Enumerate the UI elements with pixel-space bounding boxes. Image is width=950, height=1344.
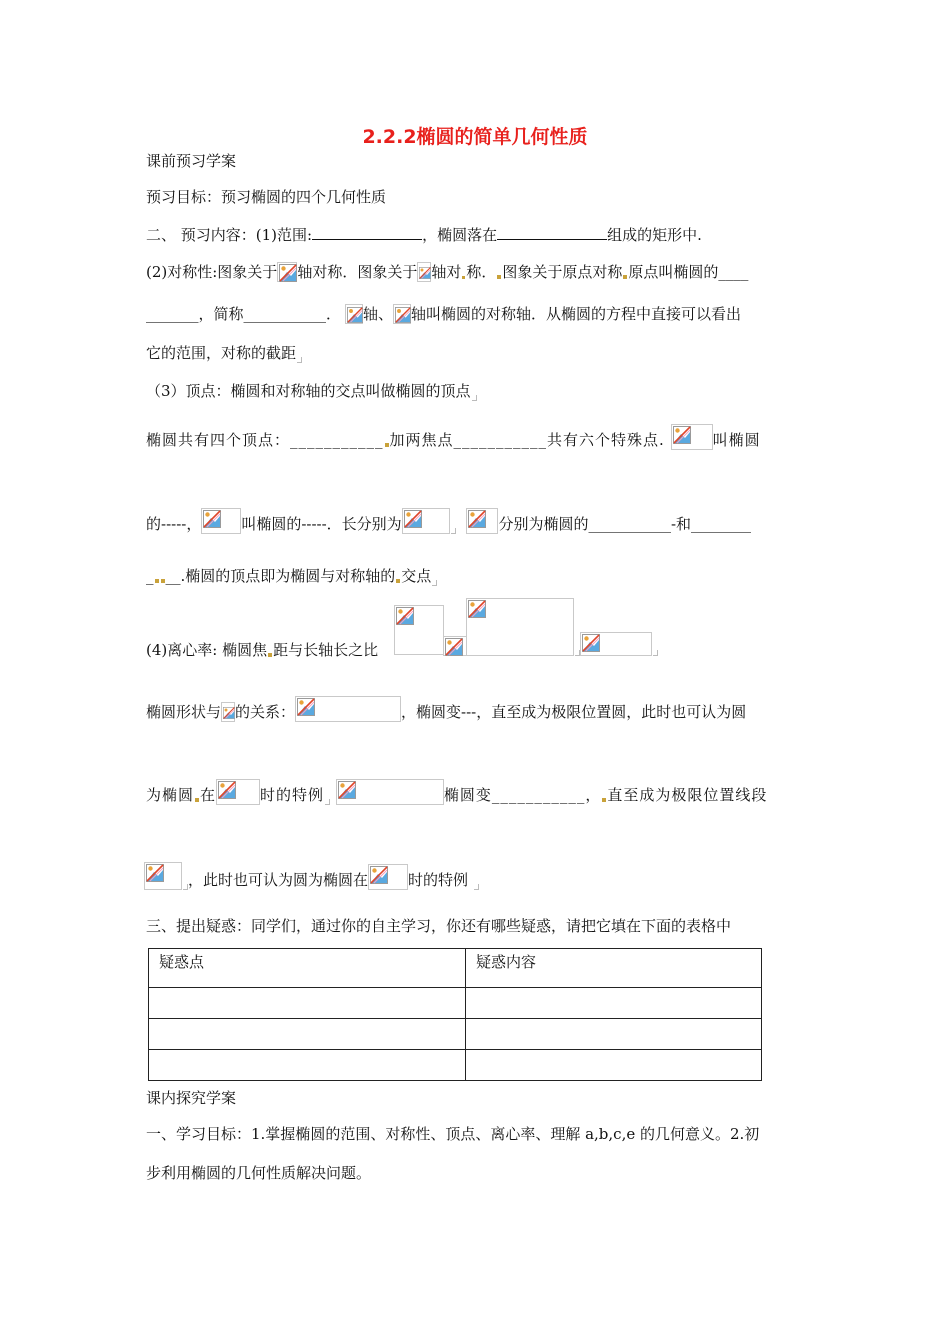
paragraph-mark bbox=[472, 395, 477, 401]
broken-image-icon bbox=[417, 262, 431, 282]
text: （3）顶点：椭圆和对称轴的交点叫做椭圆的顶点 bbox=[146, 382, 471, 400]
broken-image-icon bbox=[201, 508, 241, 534]
learning-goals-2: 步利用椭圆的几何性质解决问题。 bbox=[146, 1164, 372, 1182]
anchor-mark bbox=[155, 579, 159, 583]
broken-image-icon bbox=[221, 702, 235, 722]
text: 叫椭圆的-----．长分别为 bbox=[241, 515, 402, 533]
preview-goal: 预习目标：预习椭圆的四个几何性质 bbox=[146, 188, 387, 206]
learning-goals: 一、学习目标：1.掌握椭圆的范围、对称性、顶点、离心率、理解 a,b,c,e 的几何意义。2.初 bbox=[146, 1125, 760, 1143]
table-cell[interactable] bbox=[149, 988, 466, 1019]
broken-image-icon bbox=[671, 424, 713, 450]
broken-image-icon bbox=[144, 862, 182, 890]
symmetry-line-2 bbox=[146, 304, 741, 324]
paragraph-mark bbox=[297, 357, 302, 363]
broken-image-icon bbox=[402, 508, 450, 534]
text: 原点叫椭圆的____ bbox=[628, 263, 749, 281]
text: 距与长轴长之比 bbox=[273, 641, 379, 659]
text: 在 bbox=[200, 786, 217, 804]
eccentricity-line bbox=[146, 640, 378, 660]
anchor-mark bbox=[161, 579, 165, 583]
table-row bbox=[149, 1019, 762, 1050]
table-header-cell: 疑惑内容 bbox=[466, 949, 762, 988]
broken-image-icon bbox=[443, 636, 467, 656]
shape-relation-line-3 bbox=[144, 862, 479, 890]
text: (4)离心率: 椭圆焦 bbox=[146, 641, 268, 659]
text: 加两焦点___________共有六个特殊点. bbox=[389, 431, 665, 449]
vertex-line-2 bbox=[146, 508, 751, 534]
text: 称． bbox=[466, 263, 497, 281]
symmetry-line-3 bbox=[146, 343, 302, 363]
text: 交点 bbox=[401, 567, 432, 585]
text: 的关系： bbox=[235, 703, 296, 721]
broken-image-icon bbox=[336, 779, 444, 805]
text: 轴叫椭圆的对称轴．从椭圆的方程中直接可以看出 bbox=[411, 305, 742, 323]
section-heading-preview: 课前预习学案 bbox=[146, 152, 237, 170]
anchor-mark bbox=[623, 275, 627, 279]
broken-image-icon bbox=[277, 262, 297, 282]
text: 叫椭圆 bbox=[712, 431, 761, 449]
text: 图象关于原点对称 bbox=[502, 263, 623, 281]
table-cell[interactable] bbox=[466, 1019, 762, 1050]
text: ，椭圆变---，直至成为极限位置圆，此时也可认为圆 bbox=[401, 703, 747, 721]
table-header-cell: 疑惑点 bbox=[149, 949, 466, 988]
paragraph-mark bbox=[474, 884, 479, 890]
text: 为椭圆 bbox=[146, 786, 195, 804]
broken-image-icon bbox=[466, 508, 498, 534]
text: 组成的矩形中. bbox=[607, 226, 702, 244]
anchor-mark bbox=[268, 653, 272, 657]
table-header-row bbox=[149, 949, 762, 988]
table-row bbox=[149, 988, 762, 1019]
text: __.椭圆的顶点即为椭圆与对称轴的 bbox=[165, 567, 396, 585]
paragraph-mark bbox=[451, 528, 456, 534]
broken-image-icon bbox=[295, 696, 401, 722]
broken-image-icon bbox=[368, 864, 408, 890]
broken-image-icon bbox=[394, 605, 444, 655]
anchor-mark bbox=[396, 579, 400, 583]
blank bbox=[497, 224, 607, 240]
text: 分别为椭圆的___________-和________ bbox=[498, 515, 752, 533]
anchor-mark bbox=[385, 443, 389, 447]
text: 直至成为极限位置线段 bbox=[607, 786, 768, 804]
text: 的-----， bbox=[146, 515, 202, 533]
paragraph-mark bbox=[432, 580, 437, 586]
text: 它的范围，对称的截距 bbox=[146, 344, 297, 362]
text: 时的特例 bbox=[260, 786, 325, 804]
shape-relation-line bbox=[146, 696, 746, 722]
blank bbox=[312, 224, 422, 240]
section-heading-inclass: 课内探究学案 bbox=[146, 1089, 237, 1107]
questions-table bbox=[148, 948, 762, 1081]
range-line bbox=[146, 224, 702, 245]
paragraph-mark bbox=[653, 650, 658, 656]
questions-prompt: 三、提出疑惑：同学们，通过你的自主学习，你还有哪些疑惑，请把它填在下面的表格中 bbox=[146, 917, 732, 935]
table-cell[interactable] bbox=[466, 1050, 762, 1081]
vertex-line-3 bbox=[146, 566, 437, 586]
page-title: 2.2.2椭圆的简单几何性质 bbox=[362, 126, 588, 148]
text: 椭圆变___________， bbox=[443, 786, 602, 804]
broken-image-icon bbox=[216, 779, 260, 805]
table-cell[interactable] bbox=[149, 1019, 466, 1050]
broken-image-icon bbox=[580, 632, 652, 656]
symmetry-line bbox=[146, 262, 748, 282]
broken-image-icon bbox=[345, 304, 363, 324]
text: _ bbox=[146, 567, 154, 585]
text: ，椭圆落在 bbox=[422, 226, 498, 244]
text: 轴、 bbox=[363, 305, 394, 323]
broken-image-icon bbox=[466, 598, 574, 656]
text: ，此时也可认为圆为椭圆在 bbox=[188, 871, 369, 889]
text: 轴对称．图象关于 bbox=[297, 263, 418, 281]
anchor-mark bbox=[497, 275, 501, 279]
text: 椭圆共有四个顶点：___________ bbox=[146, 431, 384, 449]
table-row bbox=[149, 1050, 762, 1081]
broken-image-icon bbox=[393, 304, 411, 324]
text: 二、 预习内容：(1)范围: bbox=[146, 226, 313, 244]
text: (2)对称性:图象关于 bbox=[146, 263, 278, 281]
text: _______，简称___________． bbox=[146, 305, 342, 323]
vertex-heading bbox=[146, 381, 477, 401]
table-cell[interactable] bbox=[466, 988, 762, 1019]
anchor-mark bbox=[462, 276, 465, 279]
table-cell[interactable] bbox=[149, 1050, 466, 1081]
text: 椭圆形状与 bbox=[146, 703, 222, 721]
anchor-mark bbox=[195, 798, 199, 802]
anchor-mark bbox=[602, 798, 606, 802]
paragraph-mark bbox=[325, 799, 330, 805]
vertex-line-1 bbox=[146, 424, 761, 450]
shape-relation-line-2 bbox=[146, 779, 767, 805]
text: 轴对 bbox=[431, 263, 462, 281]
text: 时的特例 bbox=[408, 871, 469, 889]
